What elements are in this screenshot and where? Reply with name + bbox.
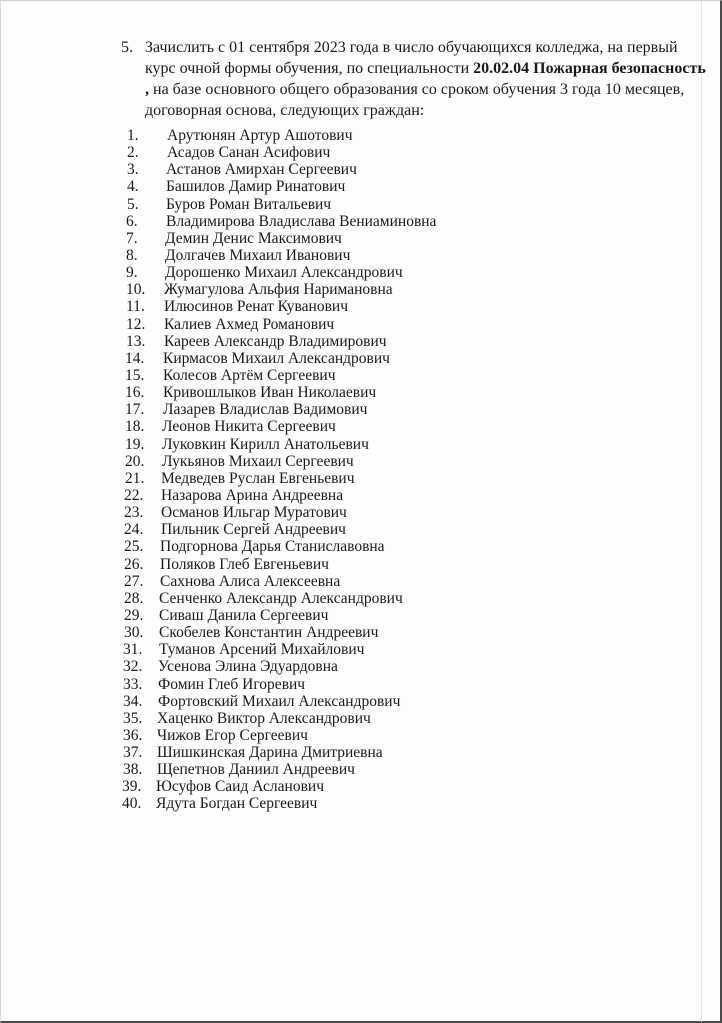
list-item xyxy=(111,418,591,435)
list-item-number: 38. xyxy=(123,761,143,779)
student-name: Долгачев Михаил Иванович xyxy=(165,246,351,264)
student-name: Кривошлыков Иван Николаевич xyxy=(163,384,377,402)
list-item-number: 5. xyxy=(127,195,139,213)
list-item-number: 23. xyxy=(124,504,144,522)
paragraph-text-after: на базе основного общего образования со сроком обучения 3 года 10 месяцев, договорная основа, следующих граждан: xyxy=(145,81,685,119)
list-item xyxy=(111,744,591,761)
student-name: Подгорнова Дарья Станиславовна xyxy=(160,538,385,556)
student-name: Сиваш Данила Сергеевич xyxy=(159,606,329,624)
student-name: Фортовский Михаил Александрович xyxy=(158,692,401,710)
list-item xyxy=(111,144,591,161)
student-name: Демин Денис Максимович xyxy=(165,229,342,247)
list-item xyxy=(111,470,591,487)
list-item xyxy=(111,676,591,693)
list-item-number: 14. xyxy=(125,349,145,367)
student-name: Назарова Арина Андреевна xyxy=(161,486,344,504)
list-item xyxy=(111,487,591,504)
student-name: Усенова Элина Эдуардовна xyxy=(158,658,338,676)
list-item xyxy=(111,590,591,607)
list-item-number: 19. xyxy=(125,435,145,453)
list-item xyxy=(111,367,591,384)
list-item-number: 6. xyxy=(126,212,138,230)
student-name: Щепетнов Даниил Андреевич xyxy=(157,761,355,779)
list-item xyxy=(111,350,591,367)
student-name: Фомин Глеб Игоревич xyxy=(158,675,306,693)
list-item-number: 33. xyxy=(123,675,143,693)
student-list xyxy=(111,127,591,813)
student-name: Калиев Ахмед Романович xyxy=(164,315,335,333)
student-name: Хаценко Виктор Александрович xyxy=(157,709,371,727)
order-paragraph xyxy=(121,37,706,121)
scan-edge-line xyxy=(701,1,702,1022)
paragraph-number: 5. xyxy=(121,39,133,56)
list-item-number: 21. xyxy=(125,469,145,487)
student-name: Лукьянов Михаил Сергеевич xyxy=(162,452,354,470)
list-item xyxy=(111,127,591,144)
list-item xyxy=(111,401,591,418)
list-item xyxy=(111,521,591,538)
student-name: Сахнова Алиса Алексеевна xyxy=(160,572,341,590)
student-name: Туманов Арсений Михайлович xyxy=(159,641,365,659)
list-item xyxy=(111,247,591,264)
list-item xyxy=(111,230,591,247)
list-item-number: 20. xyxy=(125,452,145,470)
student-name: Башилов Дамир Ринатович xyxy=(166,178,346,196)
list-item xyxy=(111,778,591,795)
list-item-number: 13. xyxy=(126,332,146,350)
list-item-number: 37. xyxy=(123,744,143,762)
list-item xyxy=(111,333,591,350)
list-item xyxy=(111,264,591,281)
student-name: Владимирова Владислава Вениаминовна xyxy=(166,212,437,230)
list-item xyxy=(111,641,591,658)
list-item-number: 32. xyxy=(123,658,143,676)
student-name: Скобелев Константин Андреевич xyxy=(159,624,379,642)
list-item xyxy=(111,281,591,298)
student-name: Жумагулова Альфия Наримановна xyxy=(164,281,393,299)
list-item-number: 36. xyxy=(123,726,143,744)
list-item xyxy=(111,196,591,213)
list-item-number: 7. xyxy=(126,229,138,247)
list-item-number: 8. xyxy=(126,246,138,264)
list-item xyxy=(111,727,591,744)
list-item-number: 10. xyxy=(126,281,146,299)
list-item-number: 18. xyxy=(125,418,145,436)
list-item-number: 25. xyxy=(124,538,144,556)
list-item-number: 2. xyxy=(127,144,139,162)
list-item xyxy=(111,624,591,641)
student-name: Поляков Глеб Евгеньевич xyxy=(160,555,329,573)
list-item xyxy=(111,178,591,195)
student-name: Шишкинская Дарина Дмитриевна xyxy=(157,744,383,762)
student-name: Кирмасов Михаил Александрович xyxy=(163,349,390,367)
list-item-number: 39. xyxy=(122,778,142,796)
list-item-number: 34. xyxy=(123,692,143,710)
list-item-number: 31. xyxy=(123,641,143,659)
list-item xyxy=(111,213,591,230)
list-item xyxy=(111,384,591,401)
student-name: Пильник Сергей Андреевич xyxy=(161,521,346,539)
specialty-name: 20.02.04 Пожарная безопасность , xyxy=(145,60,706,98)
student-name: Медведев Руслан Евгеньевич xyxy=(161,469,355,487)
student-name: Асадов Санан Асифович xyxy=(167,144,331,162)
student-name: Сенченко Александр Александрович xyxy=(159,589,403,607)
student-name: Чижов Егор Сергеевич xyxy=(157,726,308,744)
paragraph-text-before: Зачислить с 01 сентября 2023 года в число обучающихся колледжа, на первый курс очной формы обучения, по специальности xyxy=(145,39,678,77)
student-name: Буров Роман Витальевич xyxy=(166,195,332,213)
list-item xyxy=(111,795,591,812)
list-item xyxy=(111,436,591,453)
student-name: Дорошенко Михаил Александрович xyxy=(165,264,403,282)
list-item-number: 40. xyxy=(122,795,142,813)
student-name: Луковкин Кирилл Анатольевич xyxy=(162,435,369,453)
list-item-number: 22. xyxy=(124,486,144,504)
list-item-number: 16. xyxy=(125,384,145,402)
list-item xyxy=(111,504,591,521)
list-item xyxy=(111,316,591,333)
student-name: Османов Ильгар Муратович xyxy=(161,504,347,522)
list-item-number: 29. xyxy=(124,606,144,624)
list-item-number: 15. xyxy=(125,366,145,384)
list-item-number: 35. xyxy=(123,709,143,727)
student-name: Леонов Никита Сергеевич xyxy=(162,418,336,436)
list-item-number: 28. xyxy=(124,589,144,607)
list-item xyxy=(111,453,591,470)
list-item-number: 11. xyxy=(126,298,145,316)
list-item xyxy=(111,298,591,315)
list-item-number: 3. xyxy=(127,161,139,179)
student-name: Арутюнян Артур Ашотович xyxy=(167,127,353,144)
list-item-number: 1. xyxy=(127,127,139,144)
list-item-number: 17. xyxy=(125,401,145,419)
list-item-number: 27. xyxy=(124,572,144,590)
list-item xyxy=(111,556,591,573)
list-item xyxy=(111,710,591,727)
student-name: Кареев Александр Владимирович xyxy=(164,332,387,350)
student-name: Колесов Артём Сергеевич xyxy=(163,366,336,384)
list-item-number: 24. xyxy=(124,521,144,539)
list-item xyxy=(111,658,591,675)
list-item-number: 9. xyxy=(126,264,138,282)
list-item xyxy=(111,693,591,710)
list-item xyxy=(111,538,591,555)
list-item-number: 12. xyxy=(126,315,146,333)
paragraph-text xyxy=(145,37,706,121)
list-item xyxy=(111,761,591,778)
list-item xyxy=(111,607,591,624)
student-name: Илюсинов Ренат Куванович xyxy=(164,298,349,316)
student-name: Астанов Амирхан Сергеевич xyxy=(166,161,357,179)
list-item-number: 26. xyxy=(124,555,144,573)
student-name: Лазарев Владислав Вадимович xyxy=(163,401,368,419)
student-name: Юсуфов Саид Асланович xyxy=(156,778,324,796)
list-item xyxy=(111,573,591,590)
student-name: Ядута Богдан Сергеевич xyxy=(156,795,318,813)
list-item xyxy=(111,161,591,178)
list-item-number: 30. xyxy=(124,624,144,642)
list-item-number: 4. xyxy=(127,178,139,196)
